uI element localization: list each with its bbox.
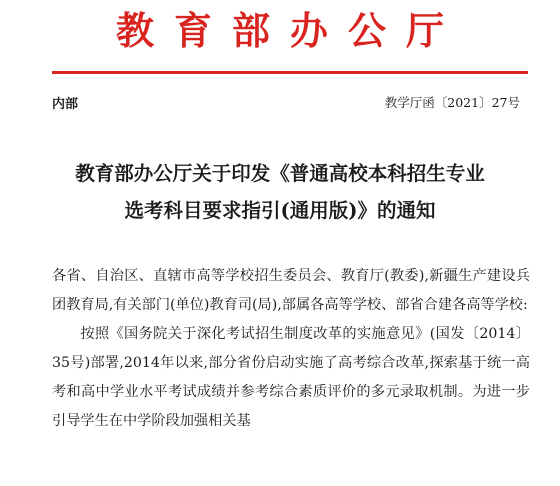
document-title-line-2: 选考科目要求指引(通用版)》的通知: [124, 199, 436, 222]
salutation-paragraph: 各省、自治区、直辖市高等学校招生委员会、教育厅(教委),新疆生产建设兵团教育局,有关部门(单位)教育司(局),部属各高等学校、部省合建各高等学校:: [52, 268, 530, 313]
document-number: 教学厅函〔2021〕27号: [384, 95, 520, 110]
letterhead-divider: [52, 71, 528, 74]
document-title-line-1: 教育部办公厅关于印发《普通高校本科招生专业: [75, 162, 485, 185]
letterhead-title: 教育部办公厅: [115, 8, 464, 53]
body-paragraph: 按照《国务院关于深化考试招生制度改革的实施意见》(国发〔2014〕35号)部署,2014年以来,部分省份启动实施了高考综合改革,探索基于统一高考和高中学业水平考试成绩并参考综合素质评价的多元录取机制。为进一步引导学生在中学阶段加强相关基: [52, 326, 530, 429]
document-title: [0, 155, 560, 229]
document-body: [52, 262, 530, 436]
classification-label: 内部: [52, 97, 79, 112]
